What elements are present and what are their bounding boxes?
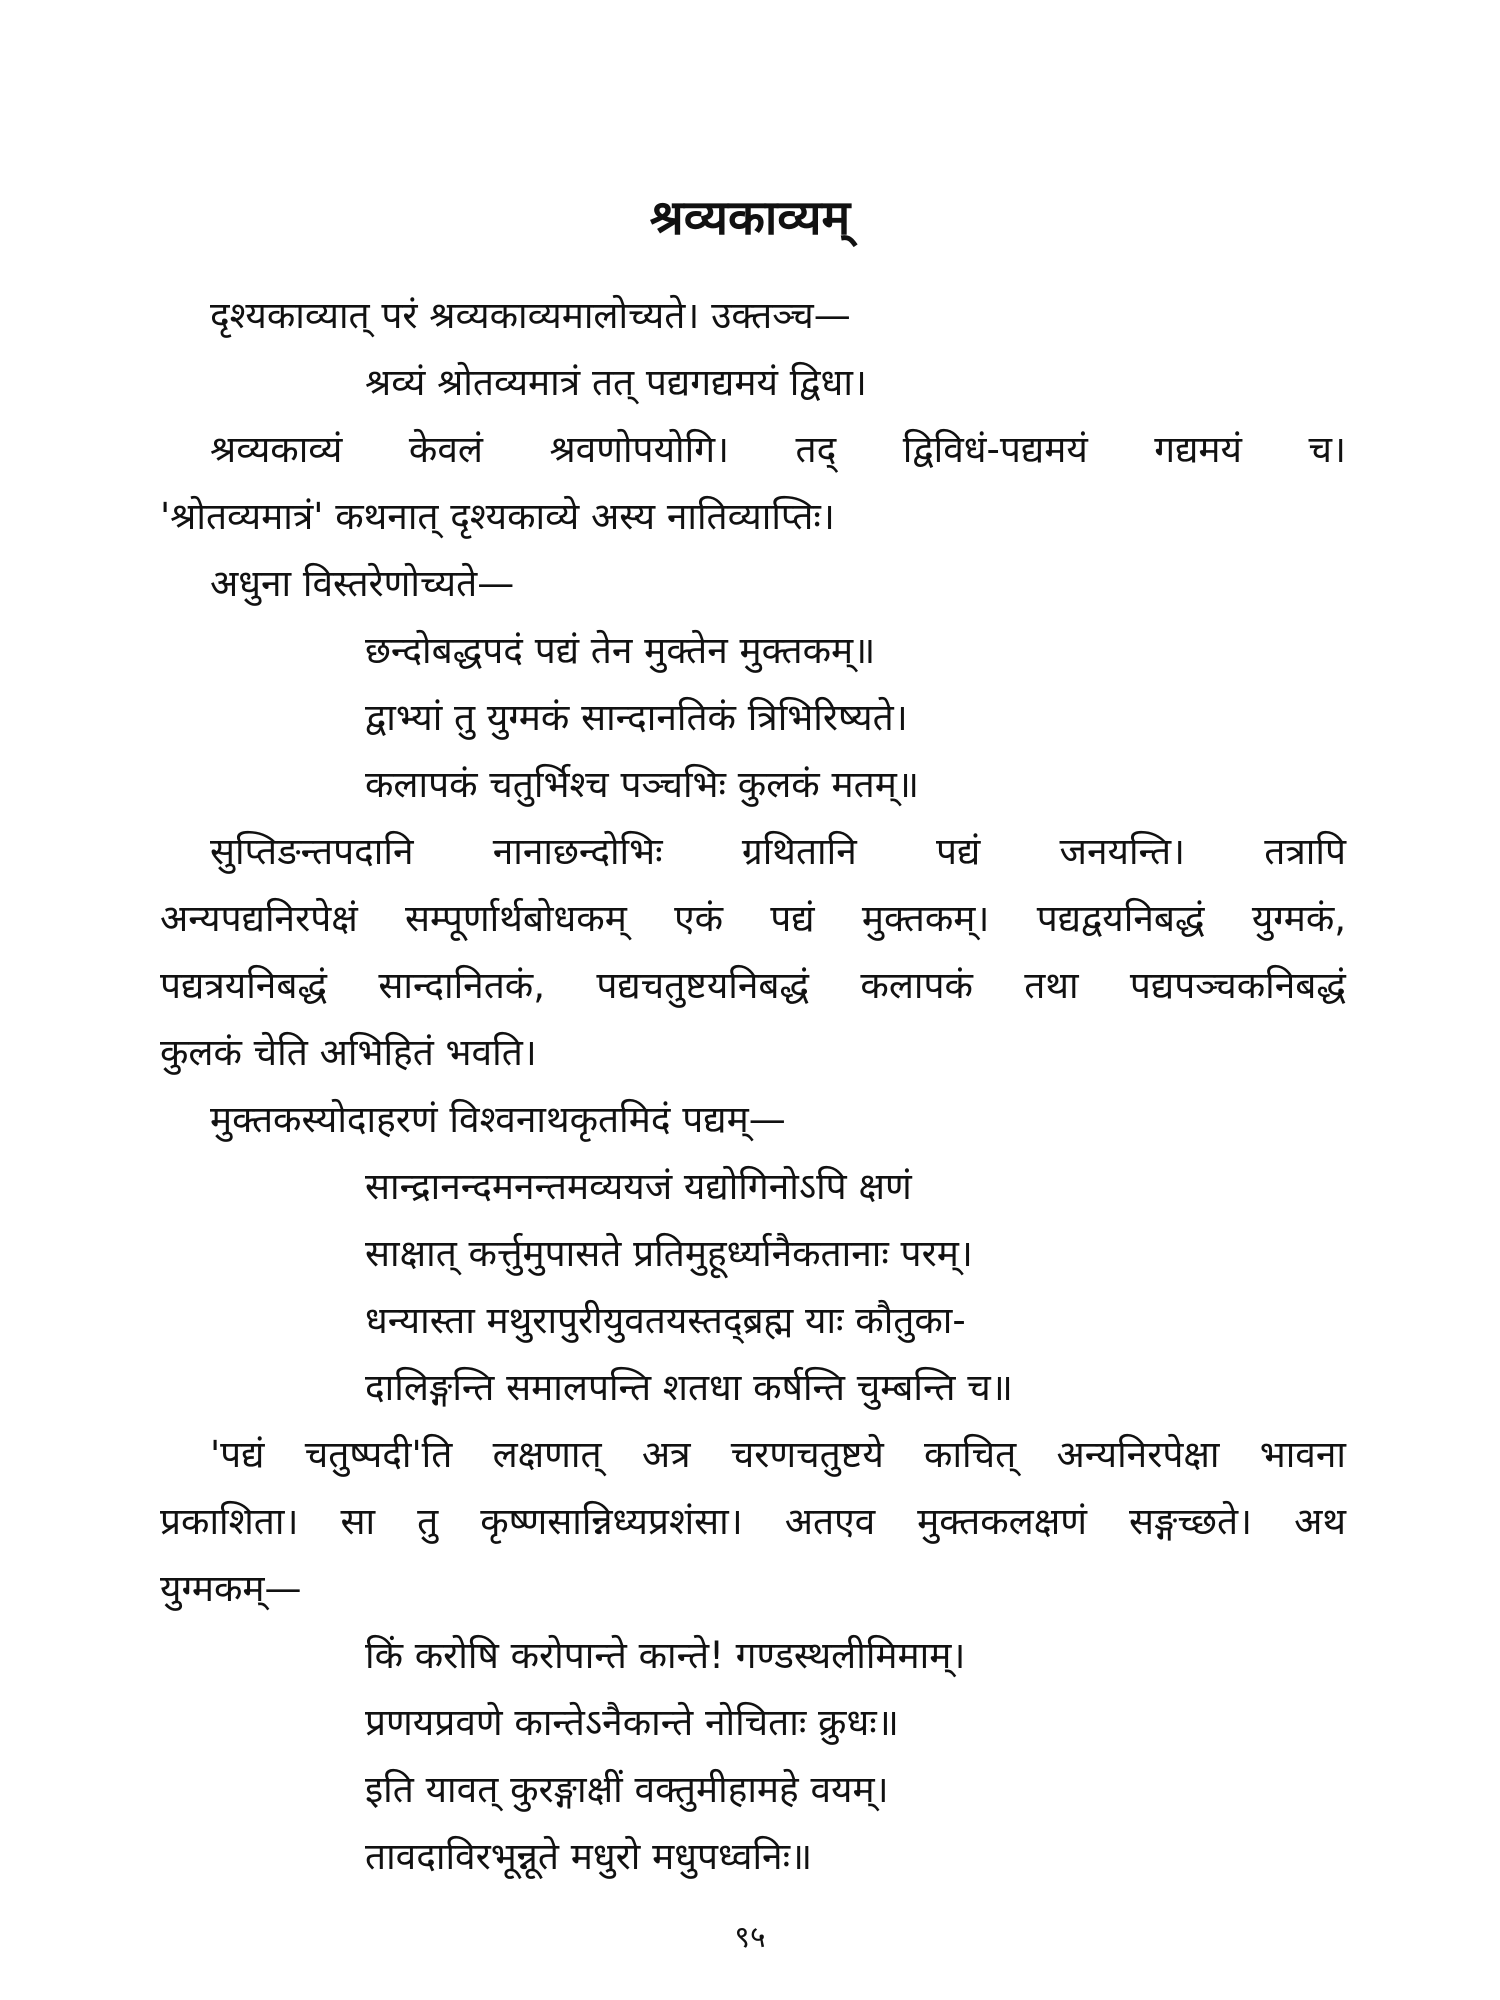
verse-line: श्रव्यं श्रोतव्यमात्रं तत् पद्यगद्यमयं द्विधा। [365,361,867,404]
text-line: 'श्रोतव्यमात्रं' कथनात् दृश्यकाव्ये अस्य नातिव्याप्तिः। [160,495,835,538]
verse-line: सान्द्रानन्दमनन्तमव्ययजं यद्योगिनोऽपि क्षणं [365,1165,912,1208]
text-line: मुक्तकस्योदाहरणं विश्वनाथकृतमिदं पद्यम्— [210,1098,786,1141]
verse-line: साक्षात् कर्त्तुमुपासते प्रतिमुहूर्ध्यानैकतानाः परम्। [365,1232,973,1275]
verse-line: दालिङ्गन्ति समालपन्ति शतधा कर्षन्ति चुम्बन्ति च॥ [365,1366,1013,1409]
text-line: कुलकं चेति अभिहितं भवति। [160,1031,537,1074]
page-title: श्रव्यकाव्यम् [649,190,851,246]
verse-line: कलापकं चतुर्भिश्च पञ्चभिः कुलकं मतम्॥ [365,763,919,806]
verse-line: इति यावत् कुरङ्गाक्षीं वक्तुमीहामहे वयम्। [365,1768,889,1811]
text-line: पद्यत्रयनिबद्धं सान्दानितकं, पद्यचतुष्टयनिबद्धं कलापकं तथा पद्यपञ्चकनिबद्धं [160,964,1346,1007]
verse-line: प्रणयप्रवणे कान्तेऽनैकान्ते नोचिताः क्रुधः॥ [365,1701,899,1744]
verse-line: धन्यास्ता मथुरापुरीयुवतयस्तद्ब्रह्म याः कौतुका- [365,1299,966,1342]
text-line: श्रव्यकाव्यं केवलं श्रवणोपयोगि। तद् द्विविधं-पद्यमयं गद्यमयं च। [210,428,1346,471]
text-line: प्रकाशिता। सा तु कृष्णसान्निध्यप्रशंसा। अतएव मुक्तकलक्षणं सङ्गच्छते। अथ [160,1500,1346,1543]
text-line: अधुना विस्तरेणोच्यते— [210,562,515,605]
text-line: 'पद्यं चतुष्पदी'ति लक्षणात् अत्र चरणचतुष्टये काचित् अन्यनिरपेक्षा भावना [210,1433,1346,1476]
text-line: दृश्यकाव्यात् परं श्रव्यकाव्यमालोच्यते। उक्तञ्च— [210,294,851,337]
verse-line: तावदाविरभून्नूते मधुरो मधुपध्वनिः॥ [365,1835,813,1878]
verse-line: द्वाभ्यां तु युग्मकं सान्दानतिकं त्रिभिरिष्यते। [365,696,908,739]
text-line: युग्मकम्— [160,1567,302,1610]
verse-line: छन्दोबद्धपदं पद्यं तेन मुक्तेन मुक्तकम्॥ [365,629,876,672]
verse-line: किं करोषि करोपान्ते कान्ते! गण्डस्थलीमिमाम्। [365,1634,966,1677]
text-line: अन्यपद्यनिरपेक्षं सम्पूर्णार्थबोधकम् एकं पद्यं मुक्तकम्। पद्यद्वयनिबद्धं युग्मकं, [160,897,1346,940]
text-line: सुप्तिङन्तपदानि नानाछन्दोभिः ग्रथितानि पद्यं जनयन्ति। तत्रापि [210,830,1346,873]
page-number: ९५ [734,1920,766,1955]
